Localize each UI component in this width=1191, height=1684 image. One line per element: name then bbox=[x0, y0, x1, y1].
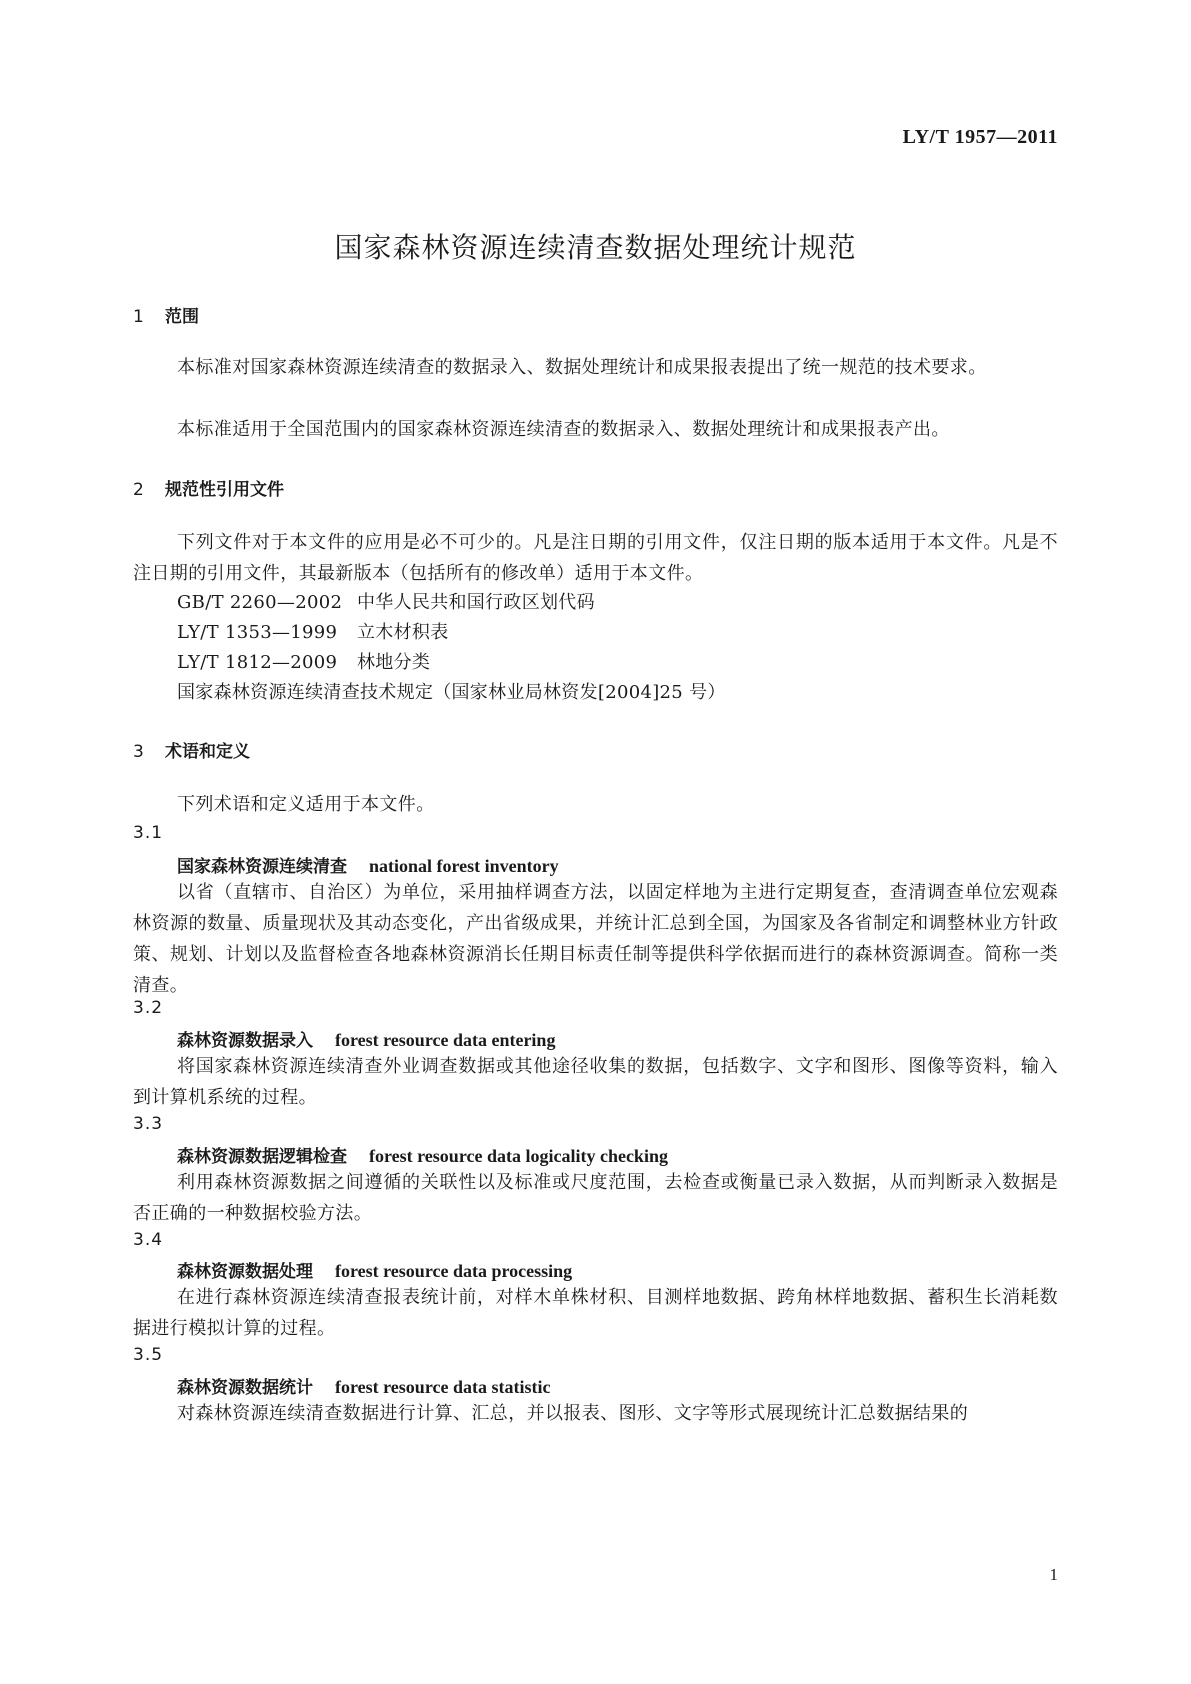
reference-code: LY/T 1812—2009 bbox=[177, 652, 338, 673]
term-number: 3.1 bbox=[133, 823, 164, 843]
reference-item-regulation: 国家森林资源连续清查技术规定（国家林业局林资发[2004]25 号） bbox=[177, 682, 726, 703]
term-heading bbox=[177, 852, 559, 877]
term-number: 3.5 bbox=[133, 1345, 164, 1365]
reference-item bbox=[177, 617, 449, 648]
standard-code: LY/T 1957—2011 bbox=[902, 126, 1058, 148]
page-number: 1 bbox=[1049, 1565, 1058, 1584]
reference-title: 立木材积表 bbox=[357, 622, 449, 643]
reference-code: GB/T 2260—2002 bbox=[177, 592, 343, 613]
section-number: 2 bbox=[133, 480, 144, 500]
reference-title: 中华人民共和国行政区划代码 bbox=[357, 592, 595, 613]
term-definition: 对森林资源连续清查数据进行计算、汇总，并以报表、图形、文字等形式展现统计汇总数据结果的 bbox=[177, 1403, 969, 1424]
term-en: forest resource data entering bbox=[335, 1030, 556, 1050]
paragraph: 下列文件对于本文件的应用是必不可少的。凡是注日期的引用文件，仅注日期的版本适用于本文件。凡是不注日期的引用文件，其最新版本（包括所有的修改单）适用于本文件。 bbox=[133, 532, 1058, 584]
term-number: 3.4 bbox=[133, 1230, 164, 1250]
term-zh: 森林资源数据录入 bbox=[177, 1031, 313, 1051]
term-heading bbox=[177, 1142, 668, 1167]
term-zh: 森林资源数据处理 bbox=[177, 1262, 313, 1282]
section-number: 3 bbox=[133, 742, 144, 762]
paragraph: 本标准对国家森林资源连续清查的数据录入、数据处理统计和成果报表提出了统一规范的技术要求。 bbox=[177, 357, 987, 378]
term-definition: 将国家森林资源连续清查外业调查数据或其他途径收集的数据，包括数字、文字和图形、图像等资料，输入到计算机系统的过程。 bbox=[133, 1056, 1058, 1108]
paragraph: 下列术语和定义适用于本文件。 bbox=[177, 794, 435, 815]
term-definition: 在进行森林资源连续清查报表统计前，对样木单株材积、目测样地数据、跨角林样地数据、蓄积生长消耗数据进行模拟计算的过程。 bbox=[133, 1287, 1058, 1339]
paragraph: 本标准适用于全国范围内的国家森林资源连续清查的数据录入、数据处理统计和成果报表产出。 bbox=[177, 419, 950, 440]
term-definition: 利用森林资源数据之间遵循的关联性以及标准或尺度范围，去检查或衡量已录入数据，从而判断录入数据是否正确的一种数据校验方法。 bbox=[133, 1172, 1058, 1224]
section-heading-scope bbox=[133, 302, 199, 327]
term-zh: 森林资源数据统计 bbox=[177, 1378, 313, 1398]
document-title: 国家森林资源连续清查数据处理统计规范 bbox=[334, 231, 857, 264]
term-heading bbox=[177, 1026, 555, 1051]
section-title: 范围 bbox=[165, 307, 199, 327]
term-heading bbox=[177, 1257, 572, 1282]
term-zh: 森林资源数据逻辑检查 bbox=[177, 1147, 347, 1167]
term-en: national forest inventory bbox=[369, 856, 559, 876]
term-definition: 以省（直辖市、自治区）为单位，采用抽样调查方法，以固定样地为主进行定期复查，查清调查单位宏观森林资源的数量、质量现状及其动态变化，产出省级成果，并统计汇总到全国，为国家及各省制定和调整林业方针政策、规划、计划以及监督检查各地森林资源消长任期目标责任制等提供科学依据而进行的森林资源调查。简称一类清查。 bbox=[133, 882, 1058, 996]
reference-item bbox=[177, 647, 430, 678]
section-heading-normative-references bbox=[133, 475, 284, 500]
term-zh: 国家森林资源连续清查 bbox=[177, 857, 347, 877]
term-number: 3.2 bbox=[133, 998, 164, 1018]
section-heading-terms bbox=[133, 737, 250, 762]
reference-title: 林地分类 bbox=[357, 652, 431, 673]
term-number: 3.3 bbox=[133, 1114, 164, 1134]
term-en: forest resource data statistic bbox=[335, 1377, 551, 1397]
section-title: 术语和定义 bbox=[165, 742, 250, 762]
reference-item bbox=[177, 587, 595, 618]
term-heading bbox=[177, 1373, 550, 1398]
term-en: forest resource data processing bbox=[335, 1261, 573, 1281]
reference-code: LY/T 1353—1999 bbox=[177, 622, 338, 643]
section-title: 规范性引用文件 bbox=[165, 480, 284, 500]
section-number: 1 bbox=[133, 307, 144, 327]
term-en: forest resource data logicality checking bbox=[369, 1146, 668, 1166]
